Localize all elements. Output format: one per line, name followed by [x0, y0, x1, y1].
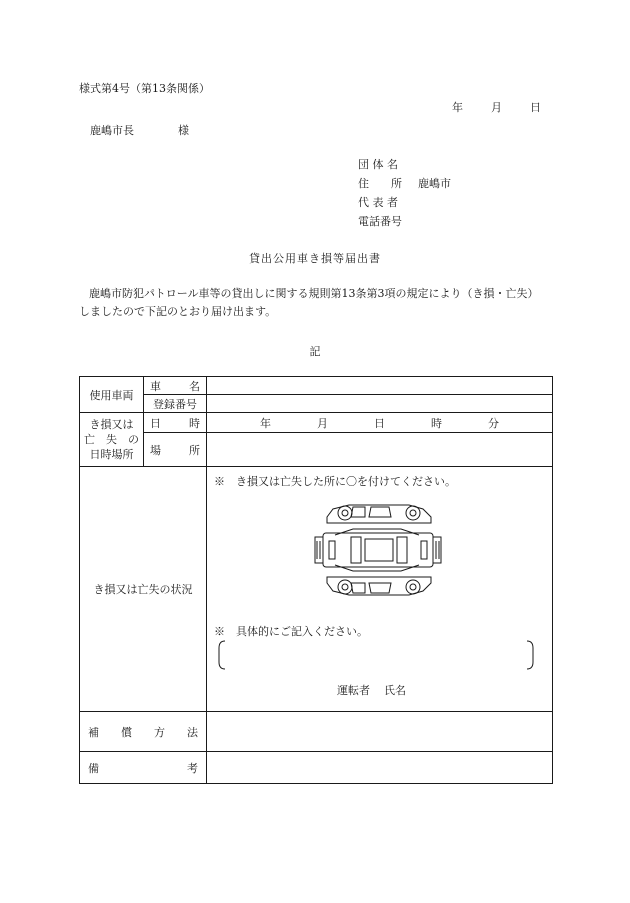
incident-label-1: き損又は [89, 418, 134, 431]
vehicle-label-cell [80, 377, 144, 413]
remarks-field[interactable] [207, 752, 553, 784]
place-label-b: 所 [189, 443, 200, 457]
place-label-cell [144, 433, 207, 467]
body-line-1: 鹿嶋市防犯パトロール車等の貸出しに関する規則第13条第3項の規定により（き損・亡失） [89, 287, 539, 300]
document-title: 貸出公用車き損等届出書 [249, 252, 381, 265]
comp-label-3: 方 [154, 725, 165, 739]
datetime-label-cell [144, 413, 207, 433]
compensation-field[interactable] [207, 712, 553, 752]
vehicle-label: 使用車両 [89, 388, 134, 402]
place-field[interactable] [207, 433, 553, 467]
incident-label-2: 亡 失 の [84, 433, 139, 446]
unit-minute: 分 [488, 416, 499, 430]
address-value: 鹿嶋市 [418, 177, 451, 190]
status-label: き損又は亡失の状況 [93, 583, 193, 596]
date-year: 年 [452, 101, 463, 114]
date-month: 月 [491, 101, 502, 114]
car-name-label-cell [144, 377, 207, 395]
remarks-label-cell [80, 752, 207, 784]
wheel-rear-top [406, 506, 420, 520]
date-day: 日 [530, 101, 541, 114]
comp-label-4: 法 [187, 725, 198, 739]
incident-label-3: 日時場所 [89, 448, 134, 461]
unit-year: 年 [260, 416, 271, 430]
applicant-block [358, 155, 451, 231]
group-name-label: 団 体 名 [358, 158, 398, 171]
incident-label-cell [80, 413, 144, 467]
remarks-label-2: 考 [187, 761, 198, 775]
compensation-label-cell [80, 712, 207, 752]
car-name-field[interactable] [207, 377, 553, 395]
body-text [79, 285, 559, 321]
wheel-front-top [338, 506, 352, 520]
comp-label-2: 償 [121, 725, 132, 739]
datetime-label-a: 日 [150, 416, 161, 430]
address-label: 住 所 [358, 177, 402, 190]
unit-hour: 時 [431, 416, 442, 430]
car-name-label-a: 車 [150, 379, 161, 393]
remarks-label-1: 備 [88, 761, 99, 775]
driver-label: 運転者 [337, 684, 370, 697]
unit-month: 月 [317, 416, 328, 430]
driver-name-label: 氏名 [384, 684, 406, 697]
datetime-field[interactable] [207, 413, 553, 433]
representative-label: 代 表 者 [358, 196, 398, 209]
form-number: 様式第4号（第13条関係） [79, 82, 210, 95]
note-describe: ※ 具体的にご記入ください。 [214, 625, 368, 638]
wheel-front-bottom [338, 580, 352, 594]
datetime-label-b: 時 [189, 416, 200, 430]
description-bracket[interactable] [217, 640, 535, 670]
reg-no-label: 登録番号 [153, 397, 197, 411]
report-table [79, 376, 553, 784]
reg-no-label-cell [144, 395, 207, 413]
status-field[interactable] [207, 467, 553, 712]
status-label-cell [80, 467, 207, 712]
submission-date [452, 99, 541, 115]
ki-mark: 記 [309, 345, 321, 358]
unit-day: 日 [374, 416, 385, 430]
phone-label: 電話番号 [358, 215, 402, 228]
reg-no-field[interactable] [207, 395, 553, 413]
wheel-rear-bottom [406, 580, 420, 594]
note-mark-damage: ※ き損又は亡失した所に〇を付けてください。 [214, 475, 456, 488]
vehicle-diagram[interactable] [313, 499, 443, 599]
driver-line [337, 682, 406, 698]
comp-label-1: 補 [88, 725, 99, 739]
place-label-a: 場 [150, 443, 161, 457]
addressee: 鹿嶋市長 様 [90, 124, 189, 137]
car-name-label-b: 名 [189, 379, 200, 393]
body-line-2: しましたので下記のとおり届け出ます。 [79, 305, 277, 318]
